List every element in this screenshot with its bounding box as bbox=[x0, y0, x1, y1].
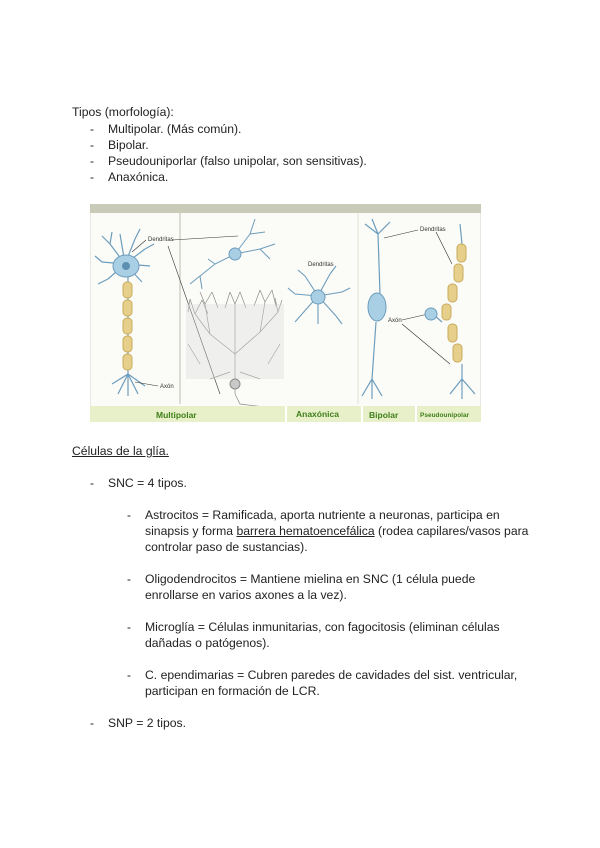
list-bullet: - bbox=[127, 508, 132, 522]
types-heading: Tipos (morfología): bbox=[72, 105, 174, 119]
neuron-types-figure bbox=[90, 204, 481, 422]
ependimarias-line-2: participan en formación de LCR. bbox=[145, 684, 320, 698]
list-item: Anaxónica. bbox=[108, 170, 169, 184]
list-bullet: - bbox=[90, 170, 95, 184]
list-bullet: - bbox=[90, 154, 95, 168]
astrocitos-line-2 bbox=[145, 523, 528, 539]
list-item: Bipolar. bbox=[108, 138, 149, 152]
dendrites-label: Dendritas bbox=[420, 227, 446, 233]
oligodendrocitos-line-1: Oligodendrocitos = Mantiene mielina en SNC (1 célula puede bbox=[145, 572, 476, 586]
oligodendrocitos-line-2: enrollarse en varios axones a la vez). bbox=[145, 588, 347, 602]
neuron-illustration bbox=[90, 204, 481, 422]
astrocitos-line-1: Astrocitos = Ramificada, aporta nutriente a neuronas, participa en bbox=[145, 508, 500, 522]
snp-item: SNP = 2 tipos. bbox=[108, 716, 187, 730]
axon-label: Axón bbox=[160, 384, 174, 390]
caption-bipolar: Bipolar bbox=[369, 410, 399, 420]
list-bullet: - bbox=[90, 138, 95, 152]
snc-item: SNC = 4 tipos. bbox=[108, 476, 187, 490]
glia-heading: Células de la glía. bbox=[72, 444, 169, 458]
list-item: Pseudouniporlar (falso unipolar, son sensitivas). bbox=[108, 154, 367, 168]
list-bullet: - bbox=[127, 620, 132, 634]
astrocitos-text: sinapsis y forma bbox=[145, 524, 237, 538]
list-bullet: - bbox=[127, 668, 132, 682]
dendrites-label: Dendritas bbox=[148, 237, 174, 243]
caption-pseudounipolar: Pseudounipolar bbox=[420, 412, 470, 419]
axon-label: Axón bbox=[388, 318, 402, 324]
astrocitos-line-3: controlar paso de sustancias). bbox=[145, 540, 308, 554]
caption-anaxonica: Anaxónica bbox=[296, 409, 339, 419]
dendrites-label: Dendritas bbox=[308, 262, 334, 268]
list-bullet: - bbox=[127, 572, 132, 586]
myelin-sheath bbox=[123, 282, 132, 370]
list-bullet: - bbox=[90, 716, 95, 730]
microglia-line-1: Microglía = Células inmunitarias, con fagocitosis (eliminan células bbox=[145, 620, 500, 634]
astrocitos-text: (rodea capilares/vasos para bbox=[374, 524, 529, 538]
bbb-term: barrera hematoencefálica bbox=[236, 524, 375, 538]
list-bullet: - bbox=[90, 476, 95, 490]
list-item: Multipolar. (Más común). bbox=[108, 122, 242, 136]
microglia-line-2: dañadas o patógenos). bbox=[145, 636, 270, 650]
ependimarias-line-1: C. ependimarias = Cubren paredes de cavidades del sist. ventricular, bbox=[145, 668, 518, 682]
list-bullet: - bbox=[90, 122, 95, 136]
caption-multipolar: Multipolar bbox=[156, 410, 197, 420]
